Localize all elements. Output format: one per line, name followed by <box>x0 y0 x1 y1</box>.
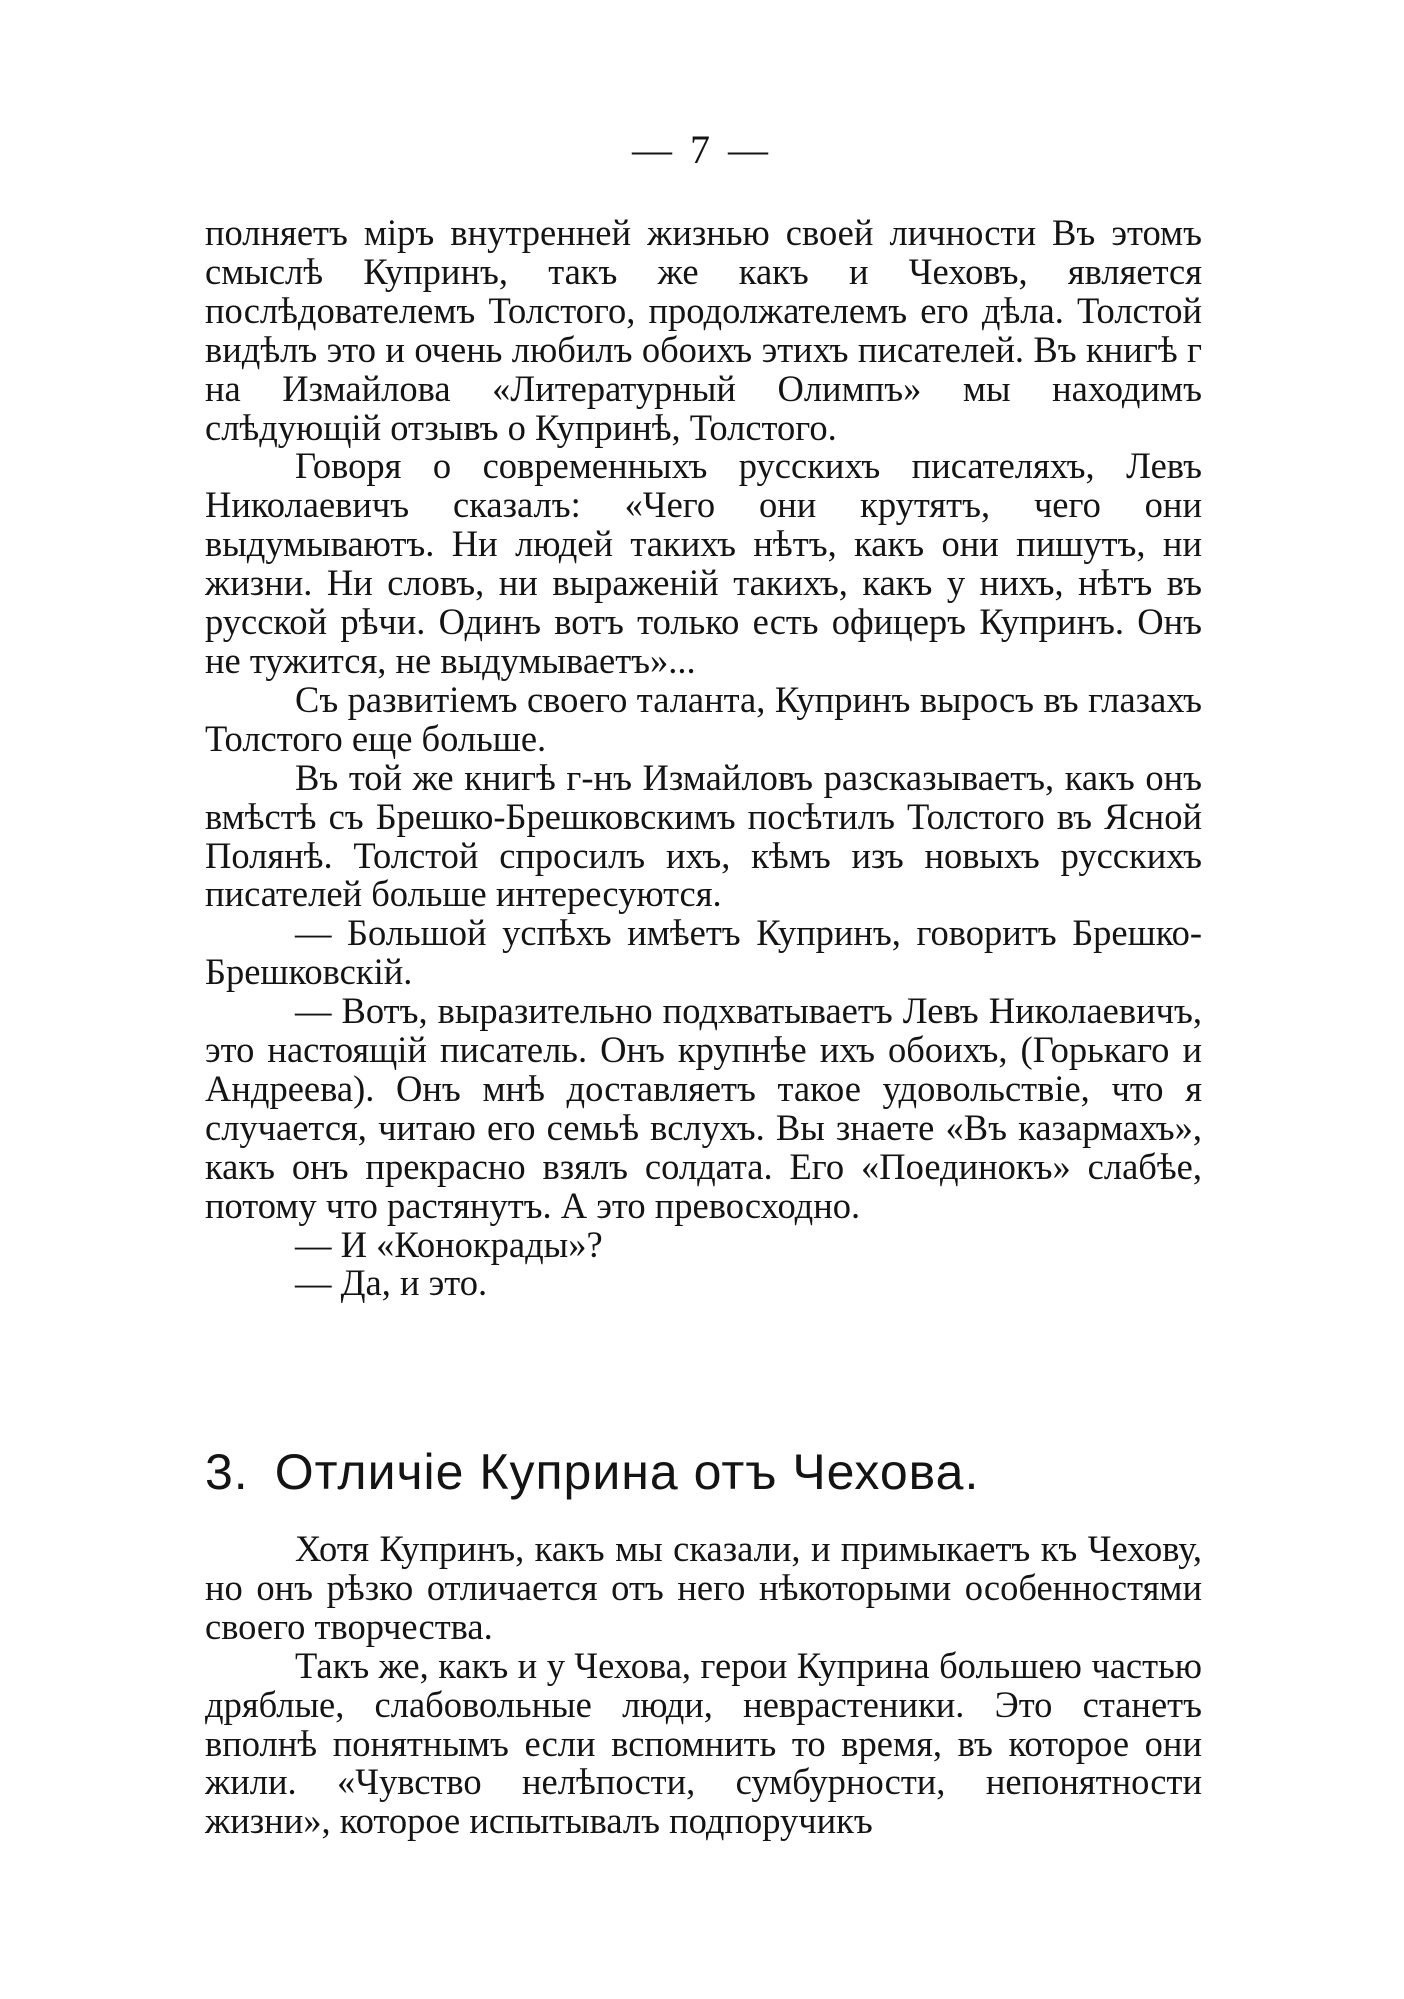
dialog-line: — Да, и это. <box>295 1262 488 1304</box>
paragraph: Говоря о современныхъ русскихъ писателяхъ, Левъ Николаевичъ сказалъ: «Чего они крутятъ, чего они выдумываютъ. Ни людей такихъ нѣтъ, какъ они пишутъ, ни жизни. Ни словъ, ни выраженій такихъ, какъ у нихъ, нѣтъ въ русской рѣчи. Одинъ вотъ только есть офицеръ Купринъ. Онъ не тужится, не выдумываетъ»... <box>205 445 1202 681</box>
paragraph: Съ развитіемъ своего таланта, Купринъ выросъ въ глазахъ Толстого еще больше. <box>205 678 1202 759</box>
text-block-before-section <box>205 214 1202 1303</box>
dialog-line: — Вотъ, выразительно подхватываетъ Левъ Николаевичъ, это настоящій писатель. Онъ крупнѣе ихъ обоихъ, (Горькаго и Андреева). Онъ мнѣ доставляетъ такое удовольствіе, что я случается, читаю его семьѣ вслухъ. Вы знаете «Въ казармахъ», какъ онъ прекрасно взялъ солдата. Его «Поединокъ» слабѣе, потому что растянутъ. А это превосходно. <box>205 990 1202 1226</box>
section-heading <box>205 1442 1205 1502</box>
paragraph: Хотя Купринъ, какъ мы сказали, и примыкаетъ къ Чехову, но онъ рѣзко отличается отъ него нѣкоторыми особенностями своего творчества. <box>205 1528 1202 1647</box>
section-title: Отличіе Куприна отъ Чехова. <box>274 1444 980 1500</box>
page-number: — 7 — <box>632 127 772 172</box>
section-number: 3. <box>205 1444 249 1500</box>
paragraph: Въ той же книгѣ г-нъ Измайловъ разсказываетъ, какъ онъ вмѣстѣ съ Брешко-Брешковскимъ посѣтилъ Толстого въ Ясной Полянѣ. Толстой спросилъ ихъ, кѣмъ изъ новыхъ русскихъ писателей больше интересуются. <box>205 756 1202 915</box>
paragraph: полняетъ міръ внутренней жизнью своей личности Въ этомъ смыслѣ Купринъ, такъ же какъ и Чеховъ, является послѣдователемъ Толстого, продолжателемъ его дѣла. Толстой видѣлъ это и очень любилъ обоихъ этихъ писателей. Въ книгѣ г на Измайлова «Литературный Олимпъ» мы находимъ слѣдующій отзывъ о Купринѣ, Толстого. <box>205 212 1202 448</box>
text-block-after-section <box>205 1530 1202 1841</box>
paragraph: Такъ же, какъ и у Чехова, герои Куприна большею частью дряблые, слабовольные люди, неврастеники. Это станетъ вполнѣ понятнымъ если вспомнить то время, въ которое они жили. «Чувство нелѣпости, сумбурности, непонятности жизни», которое испытывалъ подпоручикъ <box>205 1644 1202 1842</box>
dialog-line: — Большой успѣхъ имѣетъ Купринъ, говоритъ Брешко-Брешковскій. <box>205 912 1202 993</box>
dialog-line: — И «Конокрады»? <box>295 1223 603 1265</box>
